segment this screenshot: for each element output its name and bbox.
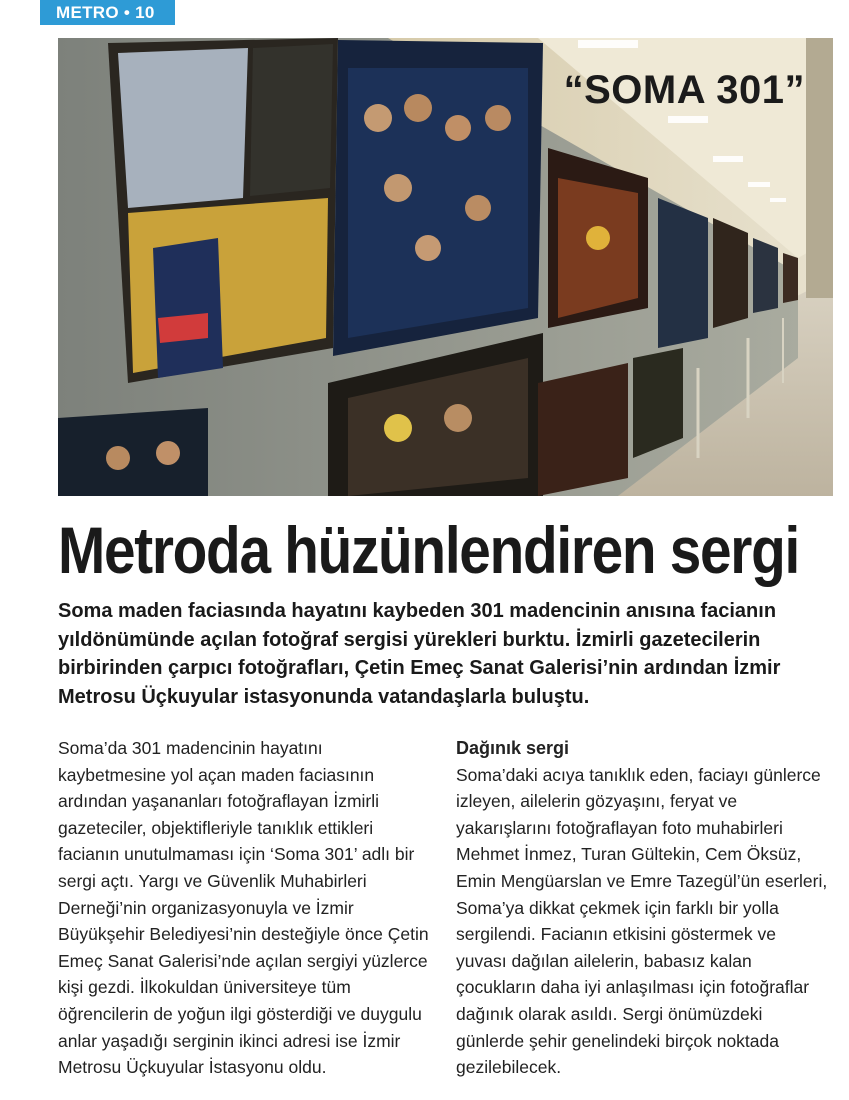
body-right-text: Soma’daki acıya tanıklık eden, faciayı günlerce izleyen, ailelerin gözyaşını, feryat ve yakarışlarını fotoğraflayan foto muhabirleri Mehmet İnmez, Turan Gültekin, Cem Öksüz, Emin Mengüarslan ve Emre Tazegül’ün eserleri, Soma’ya dikkat çekmek için farklı bir yolla sergilendi. Facianın etkisini göstermek ve yuvası dağılan ailelerin, babasız kalan çocukların daha iyi anlaşılması için fotoğraflar dağınık olarak asıldı. Sergi önümüzdeki günlerde şehir genelindeki birçok noktada gezilebilecek.: [456, 764, 828, 1078]
headline: Metroda hüzünlendiren sergi: [58, 513, 799, 587]
body-column-right: [456, 735, 831, 1081]
exhibition-photo: [58, 38, 833, 496]
lead-paragraph: Soma maden faciasında hayatını kaybeden 301 madencinin anısına facianın yıldönümünde açılan fotoğraf sergisi yürekleri burktu. İzmirli gazetecilerin birbirinden çarpıcı fotoğrafları, Çetin Emeç Sanat Galerisi’nin ardından İzmir Metrosu Üçkuyular istasyonunda vatandaşlarla buluştu.: [58, 600, 781, 708]
photo-caption: “SOMA 301”: [563, 68, 805, 112]
body-column-left: [58, 735, 433, 1081]
body-left-text: Soma’da 301 madencinin hayatını kaybetmesine yol açan maden faciasının ardından yaşananları fotoğraflayan İzmirli gazeteciler, objektifleriyle tanıklık ettikleri facianın unutulmaması için ‘Soma 301’ adlı bir sergi açtı. Yargı ve Güvenlik Muhabirleri Derneği’nin organizasyonuyla ve İzmir Büyükşehir Belediyesi’nin desteğiyle önce Çetin Emeç Sanat Galerisi’nde açılan sergiyi yüzlerce kişi gezdi. İlkokuldan üniversiteye tüm öğrencilerin de yoğun ilgi gösterdiği ve duygulu anlar yaşadığı serginin ikinci adresi ise İzmir Metrosu Üçkuyular İstasyonu oldu.: [58, 738, 429, 1078]
section-tab: METRO • 10: [40, 0, 175, 25]
subheading: Dağınık sergi: [456, 738, 570, 758]
